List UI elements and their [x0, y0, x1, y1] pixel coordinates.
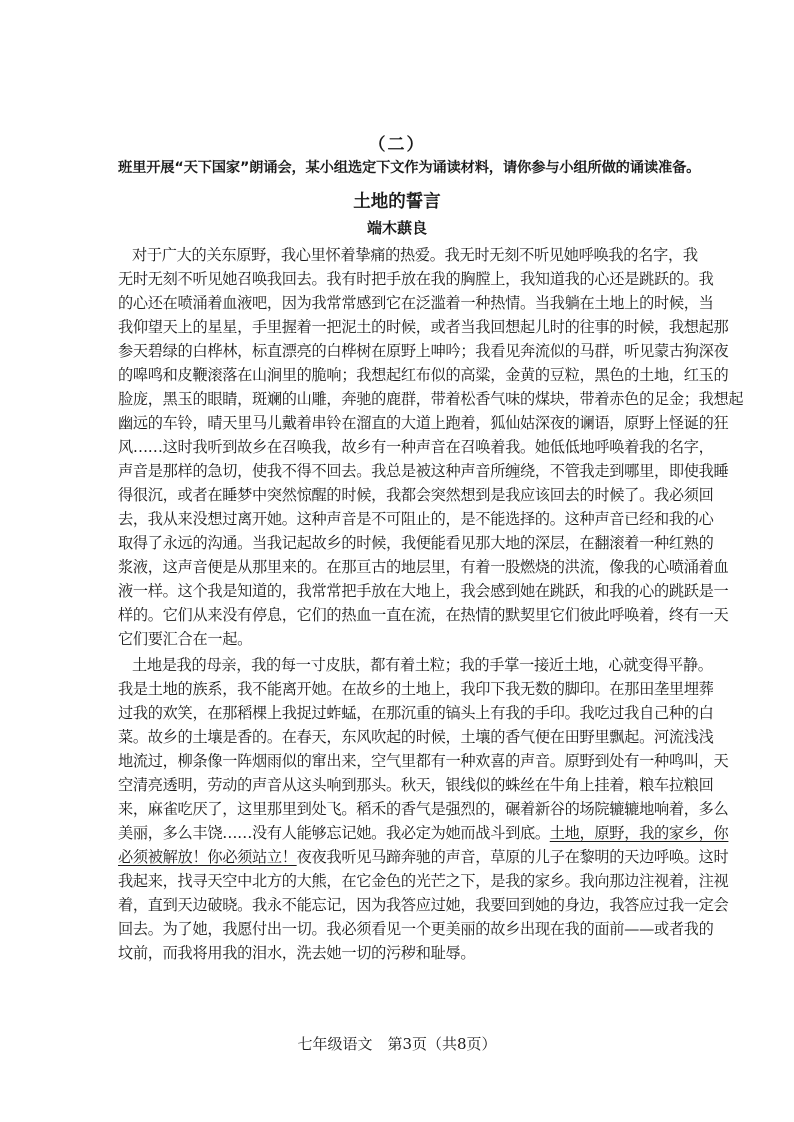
- text-line: 它们要汇合在一起。: [118, 630, 252, 648]
- text-line: 土地是我的母亲，我的每一寸皮肤，都有着土粒；我的手掌一接近土地，心就变得平静。: [132, 656, 713, 674]
- article-title: 土地的誓言: [353, 192, 441, 212]
- text-line: 我起来，找寻天空中北方的大熊，在它金色的光芒之下，是我的家乡。我向那边注视着，注视: [118, 872, 729, 890]
- section-number: （二）: [368, 135, 426, 155]
- underlined-sentence: 必须被解放！你必须站立！: [118, 848, 297, 866]
- text-line: 过我的欢笑，在那稻棵上我捉过蚱蜢，在那沉重的镐头上有我的手印。我吃过我自己种的白: [118, 704, 714, 722]
- task-instruction: 班里开展“天下国家”朗诵会，某小组选定下文作为诵读材料，请你参与小组所做的诵读准备。: [118, 160, 701, 176]
- text-segment: 夜夜我听见马蹄奔驰的声音，草原的儿子在黎明的天边呼唤。这时: [296, 848, 729, 866]
- page-footer: 七年级语文 第3页（共8页）: [297, 1035, 497, 1053]
- text-line: 的心还在喷涌着血液吧，因为我常常感到它在泛滥着一种热情。当我躺在土地上的时候，当: [118, 294, 714, 312]
- text-line: 声音是那样的急切，使我不得不回去。我总是被这种声音所缠绕，不管我走到哪里，即使我睡: [118, 462, 729, 480]
- text-line: 菜。故乡的土壤是香的。在春天，东风吹起的时候，土壤的香气便在田野里飘起。河流浅浅: [118, 728, 714, 746]
- text-line: 取得了永远的沟通。当我记起故乡的时候，我便能看见那大地的深层，在翻滚着一种红熟的: [118, 534, 714, 552]
- text-line: 液一样。这个我是知道的，我常常把手放在大地上，我会感到她在跳跃，和我的心的跳跃是一: [118, 582, 729, 600]
- text-line: 风……这时我听到故乡在召唤我，故乡有一种声音在召唤着我。她低低地呼唤着我的名字，: [118, 438, 714, 456]
- text-line: 去，我从来没想过离开她。这种声音是不可阻止的，是不能选择的。这种声音已经和我的心: [118, 510, 714, 528]
- text-line: 着，直到天边破晓。我永不能忘记，因为我答应过她，我要回到她的身边，我答应过我一定会: [118, 896, 729, 914]
- text-line: 对于广大的关东原野，我心里怀着挚痛的热爱。我无时无刻不听见她呼唤我的名字，我: [132, 246, 698, 264]
- article-author: 端木蕻良: [366, 219, 427, 237]
- text-line: [118, 845, 729, 869]
- text-line: 脸庞，黑玉的眼睛，斑斓的山雕，奔驰的鹿群，带着松香气味的煤块，带着赤色的足金；我想起: [118, 390, 744, 408]
- text-line: 幽远的车铃，晴天里马儿戴着串铃在溜直的大道上跑着，狐仙姑深夜的谰语，原野上怪诞的狂: [118, 414, 729, 432]
- text-line: 的嗥鸣和皮鞭滚落在山涧里的脆响；我想起红布似的高粱，金黄的豆粒，黑色的土地，红玉的: [118, 366, 729, 384]
- text-line: 空清亮透明，劳动的声音从这头响到那头。秋天，银线似的蛛丝在牛角上挂着，粮车拉粮回: [118, 776, 714, 794]
- text-line: 来，麻雀吃厌了，这里那里到处飞。稻禾的香气是强烈的，碾着新谷的场院辘辘地响着，多么: [118, 800, 729, 818]
- text-line: 浆液，这声音便是从那里来的。在那亘古的地层里，有着一股燃烧的洪流，像我的心喷涌着血: [118, 558, 729, 576]
- underlined-sentence: 土地，原野，我的家乡，你: [549, 824, 729, 842]
- text-line: 无时无刻不听见她召唤我回去。我有时把手放在我的胸膛上，我知道我的心还是跳跃的。我: [118, 270, 714, 288]
- article-body: [118, 243, 744, 965]
- text-line: 坟前，而我将用我的泪水，洗去她一切的污秽和耻辱。: [118, 944, 476, 962]
- text-line: 地流过，柳条像一阵烟雨似的窜出来，空气里都有一种欢喜的声音。原野到处有一种鸣叫，天: [118, 752, 729, 770]
- text-line: 样的。它们从来没有停息，它们的热血一直在流，在热情的默契里它们彼此呼唤着，终有一天: [118, 606, 729, 624]
- text-line: 回去。为了她，我愿付出一切。我必须看见一个更美丽的故乡出现在我的面前——或者我的: [118, 920, 714, 938]
- paragraph-1: [118, 243, 744, 651]
- text-line: 我是土地的族系，我不能离开她。在故乡的土地上，我印下我无数的脚印。在那田垄里埋葬: [118, 680, 714, 698]
- text-line: 我仰望天上的星星，手里握着一把泥土的时候，或者当我回想起儿时的往事的时候，我想起那: [118, 318, 729, 336]
- text-line: [118, 821, 729, 845]
- paragraph-2: [118, 653, 729, 965]
- text-line: 得很沉，或者在睡梦中突然惊醒的时候，我都会突然想到是我应该回去的时候了。我必须回: [118, 486, 714, 504]
- text-line: 参天碧绿的白桦林，标直漂亮的白桦树在原野上呻吟；我看见奔流似的马群，听见蒙古狗深夜: [118, 342, 729, 360]
- text-segment: 美丽，多么丰饶……没有人能够忘记她。我必定为她而战斗到底。: [118, 824, 550, 842]
